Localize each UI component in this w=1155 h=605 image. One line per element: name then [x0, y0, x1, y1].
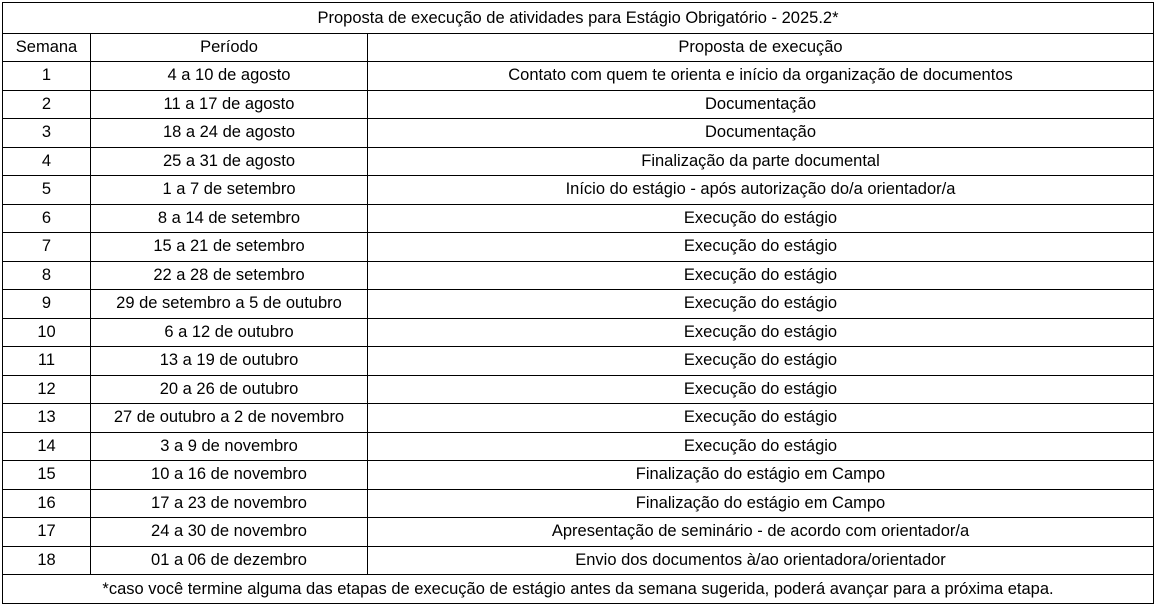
footnote: *caso você termine alguma das etapas de execução de estágio antes da semana sugerida, poderá avançar para a próxima etapa.: [3, 575, 1154, 604]
table-row: [3, 147, 1154, 176]
header-semana: Semana: [3, 34, 91, 62]
table-row: [3, 489, 1154, 518]
footnote-row: [3, 575, 1154, 604]
table-row: [3, 62, 1154, 91]
cell-proposta: Finalização do estágio em Campo: [368, 461, 1154, 490]
table-row: [3, 432, 1154, 461]
cell-periodo: 18 a 24 de agosto: [91, 119, 368, 148]
table-row: [3, 461, 1154, 490]
cell-periodo: 24 a 30 de novembro: [91, 518, 368, 547]
table-row: [3, 546, 1154, 575]
cell-periodo: 10 a 16 de novembro: [91, 461, 368, 490]
cell-semana: 18: [3, 546, 91, 575]
cell-semana: 14: [3, 432, 91, 461]
table-row: [3, 375, 1154, 404]
cell-proposta: Início do estágio - após autorização do/a orientador/a: [368, 176, 1154, 205]
cell-proposta: Execução do estágio: [368, 233, 1154, 262]
cell-proposta: Execução do estágio: [368, 347, 1154, 376]
cell-proposta: Envio dos documentos à/ao orientadora/orientador: [368, 546, 1154, 575]
cell-periodo: 3 a 9 de novembro: [91, 432, 368, 461]
cell-periodo: 6 a 12 de outubro: [91, 318, 368, 347]
cell-proposta: Documentação: [368, 90, 1154, 119]
table-title: Proposta de execução de atividades para Estágio Obrigatório - 2025.2*: [3, 3, 1154, 34]
cell-semana: 3: [3, 119, 91, 148]
cell-proposta: Execução do estágio: [368, 261, 1154, 290]
cell-semana: 9: [3, 290, 91, 319]
cell-semana: 1: [3, 62, 91, 91]
table-row: [3, 290, 1154, 319]
cell-periodo: 25 a 31 de agosto: [91, 147, 368, 176]
cell-proposta: Finalização da parte documental: [368, 147, 1154, 176]
cell-semana: 10: [3, 318, 91, 347]
table-row: [3, 176, 1154, 205]
cell-periodo: 17 a 23 de novembro: [91, 489, 368, 518]
cell-periodo: 29 de setembro a 5 de outubro: [91, 290, 368, 319]
cell-periodo: 13 a 19 de outubro: [91, 347, 368, 376]
cell-proposta: Documentação: [368, 119, 1154, 148]
cell-semana: 4: [3, 147, 91, 176]
cell-periodo: 4 a 10 de agosto: [91, 62, 368, 91]
table-row: [3, 90, 1154, 119]
cell-proposta: Execução do estágio: [368, 375, 1154, 404]
cell-periodo: 20 a 26 de outubro: [91, 375, 368, 404]
cell-periodo: 8 a 14 de setembro: [91, 204, 368, 233]
cell-semana: 12: [3, 375, 91, 404]
cell-proposta: Execução do estágio: [368, 432, 1154, 461]
cell-proposta: Finalização do estágio em Campo: [368, 489, 1154, 518]
table-row: [3, 518, 1154, 547]
header-proposta: Proposta de execução: [368, 34, 1154, 62]
table-row: [3, 318, 1154, 347]
cell-proposta: Execução do estágio: [368, 204, 1154, 233]
cell-semana: 13: [3, 404, 91, 433]
header-periodo: Período: [91, 34, 368, 62]
schedule-table: [2, 2, 1154, 604]
table-row: [3, 119, 1154, 148]
cell-periodo: 22 a 28 de setembro: [91, 261, 368, 290]
cell-periodo: 27 de outubro a 2 de novembro: [91, 404, 368, 433]
cell-periodo: 1 a 7 de setembro: [91, 176, 368, 205]
cell-proposta: Execução do estágio: [368, 404, 1154, 433]
table-row: [3, 404, 1154, 433]
cell-semana: 5: [3, 176, 91, 205]
cell-semana: 6: [3, 204, 91, 233]
table-row: [3, 347, 1154, 376]
cell-semana: 11: [3, 347, 91, 376]
cell-periodo: 15 a 21 de setembro: [91, 233, 368, 262]
cell-periodo: 01 a 06 de dezembro: [91, 546, 368, 575]
title-row: [3, 3, 1154, 34]
cell-proposta: Execução do estágio: [368, 318, 1154, 347]
table-row: [3, 233, 1154, 262]
table-row: [3, 204, 1154, 233]
cell-semana: 17: [3, 518, 91, 547]
cell-proposta: Execução do estágio: [368, 290, 1154, 319]
cell-proposta: Contato com quem te orienta e início da organização de documentos: [368, 62, 1154, 91]
header-row: [3, 34, 1154, 62]
cell-periodo: 11 a 17 de agosto: [91, 90, 368, 119]
table-row: [3, 261, 1154, 290]
cell-semana: 2: [3, 90, 91, 119]
cell-semana: 16: [3, 489, 91, 518]
cell-semana: 15: [3, 461, 91, 490]
cell-semana: 7: [3, 233, 91, 262]
cell-semana: 8: [3, 261, 91, 290]
cell-proposta: Apresentação de seminário - de acordo com orientador/a: [368, 518, 1154, 547]
